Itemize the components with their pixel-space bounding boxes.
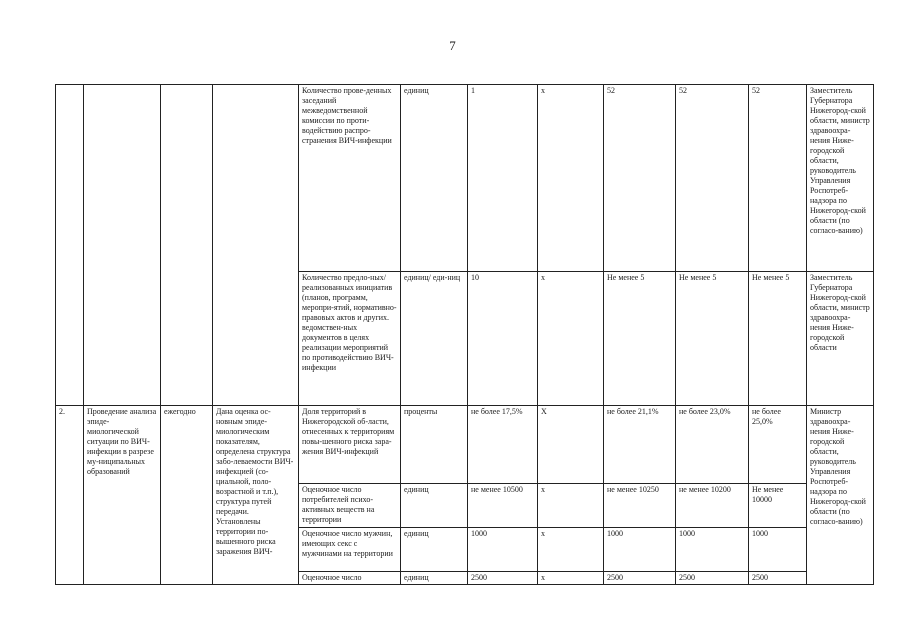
value-cell: не менее 10250 xyxy=(604,484,676,528)
value-cell: Не менее 5 xyxy=(749,272,807,406)
value-cell: 52 xyxy=(604,85,676,272)
page-number: 7 xyxy=(449,38,456,53)
period-cell: ежегодно xyxy=(161,406,213,585)
value-cell: 2500 xyxy=(468,572,538,585)
value-cell: 2500 xyxy=(676,572,749,585)
unit-cell: единиц xyxy=(401,484,468,528)
event-cell: Проведение анализа эпиде-миологической ситуации по ВИЧ-инфекции в разрезе му-ниципальных образований xyxy=(84,406,161,585)
unit-cell: единиц/ еди-ниц xyxy=(401,272,468,406)
num-cell: 2. xyxy=(56,406,84,585)
responsible-cell: Министр здравоохра-нения Ниже-городской области, руководитель Управления Роспотреб-надзора по Нижегород-ской области (по согласо-ванию) xyxy=(807,406,874,585)
value-cell: х xyxy=(538,572,604,585)
plan-table xyxy=(55,84,874,585)
value-cell: 2500 xyxy=(604,572,676,585)
indicator-cell: Доля территорий в Нижегородской об-ласти, отнесенных к территориям повы-шенного риска зара-жения ВИЧ-инфекций xyxy=(299,406,401,484)
value-cell: 1000 xyxy=(468,528,538,572)
value-cell: не менее 10500 xyxy=(468,484,538,528)
indicator-cell: Оценочное число мужчин, имеющих секс с мужчинами на территории xyxy=(299,528,401,572)
num-cell xyxy=(56,85,84,406)
unit-cell: единиц xyxy=(401,528,468,572)
value-cell: 1 xyxy=(468,85,538,272)
value-cell: Не менее 10000 xyxy=(749,484,807,528)
value-cell: не более 17,5% xyxy=(468,406,538,484)
value-cell: 10 xyxy=(468,272,538,406)
value-cell: х xyxy=(538,272,604,406)
indicator-cell: Количество прове-денных заседаний межведомственной комиссии по проти-водействию распро-странения ВИЧ-инфекции xyxy=(299,85,401,272)
table-row xyxy=(56,406,874,484)
responsible-cell: Заместитель Губернатора Нижегород-ской области, министр здравоохра-нения Ниже-городской области xyxy=(807,272,874,406)
result-cell xyxy=(213,85,299,406)
result-cell: Дана оценка ос-новным эпиде-миологическим показателям, определена структура забо-леваемости ВИЧ-инфекцией (со-циальной, поло-возрастной и т.п.), структура путей передачи. Установлены территории по-вышенного риска заражения ВИЧ- xyxy=(213,406,299,585)
unit-cell: единиц xyxy=(401,85,468,272)
table-row xyxy=(56,85,874,272)
value-cell: х xyxy=(538,85,604,272)
value-cell: х xyxy=(538,484,604,528)
indicator-cell: Оценочное число потребителей психо-активных веществ на территории xyxy=(299,484,401,528)
value-cell: не более 23,0% xyxy=(676,406,749,484)
period-cell xyxy=(161,85,213,406)
value-cell: Не менее 5 xyxy=(604,272,676,406)
value-cell: 1000 xyxy=(676,528,749,572)
value-cell: 52 xyxy=(749,85,807,272)
value-cell: х xyxy=(538,528,604,572)
value-cell: не более 25,0% xyxy=(749,406,807,484)
event-cell xyxy=(84,85,161,406)
value-cell: не менее 10200 xyxy=(676,484,749,528)
value-cell: 52 xyxy=(676,85,749,272)
responsible-cell: Заместитель Губернатора Нижегород-ской области, министр здравоохра-нения Ниже-городской области, руководитель Управления Роспотреб-надзора по Нижегород-ской области (по согласо-ванию) xyxy=(807,85,874,272)
indicator-cell: Оценочное число xyxy=(299,572,401,585)
unit-cell: единиц xyxy=(401,572,468,585)
value-cell: не более 21,1% xyxy=(604,406,676,484)
unit-cell: проценты xyxy=(401,406,468,484)
value-cell: 2500 xyxy=(749,572,807,585)
value-cell: Не менее 5 xyxy=(676,272,749,406)
value-cell: 1000 xyxy=(604,528,676,572)
indicator-cell: Количество предло-ных/реализованных инициатив (планов, программ, меропри-ятий, нормативно-правовых актов и других. ведомствен-ных документов в целях реализации мероприятий по противодействию ВИЧ-инфекции xyxy=(299,272,401,406)
value-cell: 1000 xyxy=(749,528,807,572)
value-cell: Х xyxy=(538,406,604,484)
